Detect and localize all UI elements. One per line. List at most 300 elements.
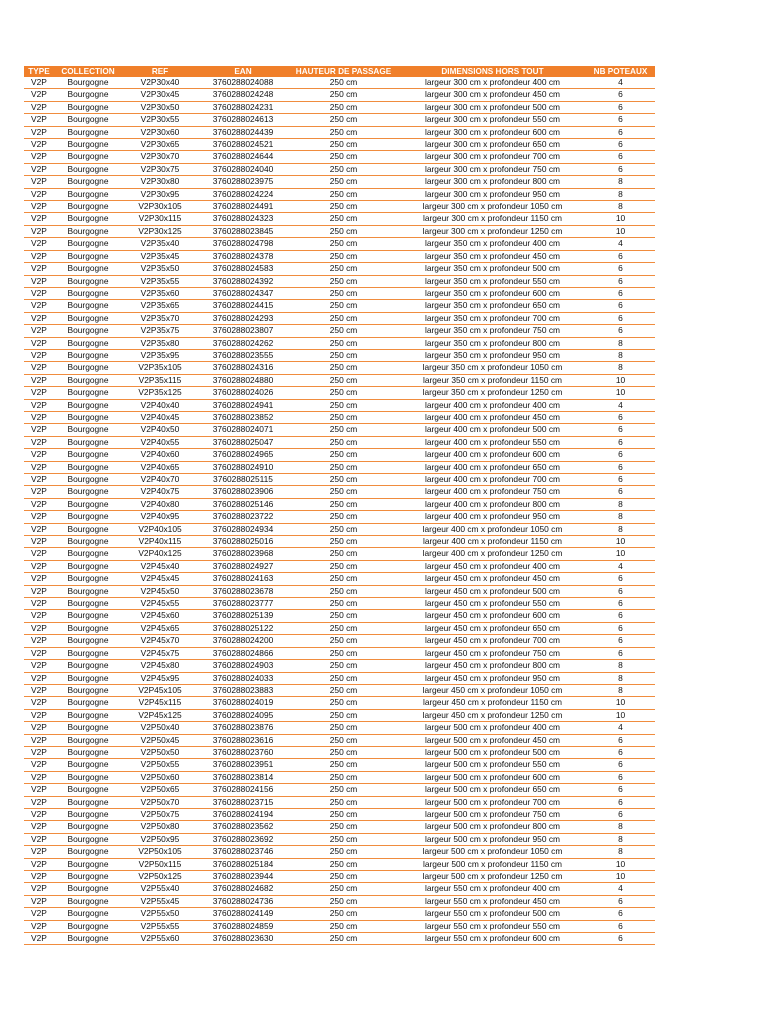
cell-nb-poteaux: 10 xyxy=(586,697,655,709)
cell-collection: Bourgogne xyxy=(54,250,122,262)
table-row xyxy=(24,225,655,237)
cell-ref: V2P40x60 xyxy=(122,449,198,461)
cell-hauteur: 250 cm xyxy=(288,858,399,870)
cell-ref: V2P30x55 xyxy=(122,114,198,126)
cell-ref: V2P45x105 xyxy=(122,684,198,696)
cell-dimensions: largeur 450 cm x profondeur 400 cm xyxy=(399,560,586,572)
column-header-collection: COLLECTION xyxy=(54,66,122,77)
cell-ref: V2P40x55 xyxy=(122,436,198,448)
cell-type: V2P xyxy=(24,871,54,883)
cell-collection: Bourgogne xyxy=(54,523,122,535)
table-row xyxy=(24,771,655,783)
cell-nb-poteaux: 10 xyxy=(586,213,655,225)
cell-dimensions: largeur 400 cm x profondeur 1050 cm xyxy=(399,523,586,535)
cell-ref: V2P35x40 xyxy=(122,238,198,250)
cell-hauteur: 250 cm xyxy=(288,908,399,920)
table-row xyxy=(24,213,655,225)
cell-collection: Bourgogne xyxy=(54,709,122,721)
cell-ref: V2P30x70 xyxy=(122,151,198,163)
cell-ean: 3760288024903 xyxy=(198,660,288,672)
cell-nb-poteaux: 8 xyxy=(586,349,655,361)
cell-nb-poteaux: 6 xyxy=(586,300,655,312)
cell-nb-poteaux: 6 xyxy=(586,114,655,126)
table-row xyxy=(24,238,655,250)
cell-nb-poteaux: 6 xyxy=(586,808,655,820)
cell-dimensions: largeur 550 cm x profondeur 500 cm xyxy=(399,908,586,920)
table-row xyxy=(24,697,655,709)
cell-nb-poteaux: 6 xyxy=(586,746,655,758)
cell-nb-poteaux: 8 xyxy=(586,176,655,188)
cell-ean: 3760288024682 xyxy=(198,883,288,895)
cell-nb-poteaux: 6 xyxy=(586,585,655,597)
cell-type: V2P xyxy=(24,784,54,796)
cell-dimensions: largeur 500 cm x profondeur 1050 cm xyxy=(399,846,586,858)
cell-type: V2P xyxy=(24,163,54,175)
cell-type: V2P xyxy=(24,746,54,758)
cell-type: V2P xyxy=(24,709,54,721)
cell-ean: 3760288023715 xyxy=(198,796,288,808)
cell-hauteur: 250 cm xyxy=(288,176,399,188)
cell-hauteur: 250 cm xyxy=(288,387,399,399)
cell-hauteur: 250 cm xyxy=(288,275,399,287)
cell-nb-poteaux: 4 xyxy=(586,722,655,734)
table-row xyxy=(24,89,655,101)
cell-ref: V2P45x65 xyxy=(122,622,198,634)
cell-dimensions: largeur 350 cm x profondeur 500 cm xyxy=(399,263,586,275)
cell-type: V2P xyxy=(24,622,54,634)
cell-type: V2P xyxy=(24,585,54,597)
cell-ref: V2P40x105 xyxy=(122,523,198,535)
table-row xyxy=(24,126,655,138)
cell-nb-poteaux: 8 xyxy=(586,188,655,200)
cell-ref: V2P50x115 xyxy=(122,858,198,870)
cell-dimensions: largeur 300 cm x profondeur 450 cm xyxy=(399,89,586,101)
cell-dimensions: largeur 300 cm x profondeur 950 cm xyxy=(399,188,586,200)
cell-ean: 3760288023678 xyxy=(198,585,288,597)
cell-collection: Bourgogne xyxy=(54,684,122,696)
cell-ref: V2P30x125 xyxy=(122,225,198,237)
cell-ean: 3760288024613 xyxy=(198,114,288,126)
cell-type: V2P xyxy=(24,684,54,696)
cell-ean: 3760288023746 xyxy=(198,846,288,858)
cell-dimensions: largeur 300 cm x profondeur 400 cm xyxy=(399,77,586,89)
cell-collection: Bourgogne xyxy=(54,821,122,833)
cell-collection: Bourgogne xyxy=(54,176,122,188)
cell-ean: 3760288023968 xyxy=(198,548,288,560)
cell-type: V2P xyxy=(24,598,54,610)
cell-collection: Bourgogne xyxy=(54,759,122,771)
table-body xyxy=(24,77,655,945)
cell-nb-poteaux: 6 xyxy=(586,734,655,746)
cell-ean: 3760288025115 xyxy=(198,474,288,486)
cell-ref: V2P35x70 xyxy=(122,312,198,324)
cell-hauteur: 250 cm xyxy=(288,672,399,684)
cell-ean: 3760288024033 xyxy=(198,672,288,684)
table-row xyxy=(24,188,655,200)
cell-dimensions: largeur 550 cm x profondeur 600 cm xyxy=(399,933,586,945)
table-row xyxy=(24,498,655,510)
table-row xyxy=(24,474,655,486)
cell-ean: 3760288024941 xyxy=(198,399,288,411)
cell-ref: V2P50x60 xyxy=(122,771,198,783)
cell-collection: Bourgogne xyxy=(54,449,122,461)
cell-ean: 3760288024200 xyxy=(198,635,288,647)
cell-collection: Bourgogne xyxy=(54,312,122,324)
cell-nb-poteaux: 6 xyxy=(586,598,655,610)
cell-ean: 3760288025047 xyxy=(198,436,288,448)
cell-dimensions: largeur 500 cm x profondeur 500 cm xyxy=(399,746,586,758)
cell-type: V2P xyxy=(24,722,54,734)
cell-ean: 3760288024378 xyxy=(198,250,288,262)
cell-ean: 3760288023944 xyxy=(198,871,288,883)
cell-ref: V2P30x60 xyxy=(122,126,198,138)
cell-type: V2P xyxy=(24,188,54,200)
cell-type: V2P xyxy=(24,139,54,151)
cell-type: V2P xyxy=(24,374,54,386)
table-row xyxy=(24,548,655,560)
cell-type: V2P xyxy=(24,821,54,833)
cell-type: V2P xyxy=(24,920,54,932)
cell-hauteur: 250 cm xyxy=(288,424,399,436)
cell-nb-poteaux: 8 xyxy=(586,846,655,858)
cell-ref: V2P35x80 xyxy=(122,337,198,349)
cell-dimensions: largeur 350 cm x profondeur 450 cm xyxy=(399,250,586,262)
cell-ean: 3760288024149 xyxy=(198,908,288,920)
cell-hauteur: 250 cm xyxy=(288,77,399,89)
cell-nb-poteaux: 4 xyxy=(586,77,655,89)
cell-hauteur: 250 cm xyxy=(288,201,399,213)
cell-hauteur: 250 cm xyxy=(288,796,399,808)
column-header-dimensions: DIMENSIONS HORS TOUT xyxy=(399,66,586,77)
cell-collection: Bourgogne xyxy=(54,337,122,349)
cell-dimensions: largeur 500 cm x profondeur 650 cm xyxy=(399,784,586,796)
cell-collection: Bourgogne xyxy=(54,188,122,200)
cell-dimensions: largeur 350 cm x profondeur 650 cm xyxy=(399,300,586,312)
cell-nb-poteaux: 6 xyxy=(586,101,655,113)
table-row xyxy=(24,411,655,423)
cell-hauteur: 250 cm xyxy=(288,511,399,523)
cell-ean: 3760288024392 xyxy=(198,275,288,287)
cell-ref: V2P50x55 xyxy=(122,759,198,771)
cell-nb-poteaux: 6 xyxy=(586,163,655,175)
cell-ref: V2P35x50 xyxy=(122,263,198,275)
cell-dimensions: largeur 500 cm x profondeur 400 cm xyxy=(399,722,586,734)
cell-hauteur: 250 cm xyxy=(288,808,399,820)
cell-hauteur: 250 cm xyxy=(288,548,399,560)
cell-ref: V2P45x75 xyxy=(122,647,198,659)
cell-ref: V2P40x45 xyxy=(122,411,198,423)
cell-dimensions: largeur 400 cm x profondeur 400 cm xyxy=(399,399,586,411)
cell-type: V2P xyxy=(24,411,54,423)
table-row xyxy=(24,598,655,610)
cell-hauteur: 250 cm xyxy=(288,89,399,101)
cell-type: V2P xyxy=(24,796,54,808)
cell-nb-poteaux: 6 xyxy=(586,622,655,634)
cell-ean: 3760288023883 xyxy=(198,684,288,696)
cell-type: V2P xyxy=(24,77,54,89)
cell-collection: Bourgogne xyxy=(54,114,122,126)
cell-ref: V2P50x95 xyxy=(122,833,198,845)
cell-nb-poteaux: 8 xyxy=(586,201,655,213)
cell-type: V2P xyxy=(24,697,54,709)
cell-type: V2P xyxy=(24,114,54,126)
cell-ref: V2P45x115 xyxy=(122,697,198,709)
cell-type: V2P xyxy=(24,201,54,213)
cell-dimensions: largeur 500 cm x profondeur 750 cm xyxy=(399,808,586,820)
cell-collection: Bourgogne xyxy=(54,536,122,548)
table-row xyxy=(24,821,655,833)
cell-type: V2P xyxy=(24,610,54,622)
cell-nb-poteaux: 6 xyxy=(586,771,655,783)
cell-dimensions: largeur 350 cm x profondeur 550 cm xyxy=(399,275,586,287)
header-row xyxy=(24,66,655,77)
cell-hauteur: 250 cm xyxy=(288,560,399,572)
cell-type: V2P xyxy=(24,523,54,535)
cell-hauteur: 250 cm xyxy=(288,523,399,535)
cell-collection: Bourgogne xyxy=(54,287,122,299)
cell-nb-poteaux: 8 xyxy=(586,362,655,374)
cell-ref: V2P30x115 xyxy=(122,213,198,225)
cell-ean: 3760288024798 xyxy=(198,238,288,250)
cell-dimensions: largeur 500 cm x profondeur 600 cm xyxy=(399,771,586,783)
cell-ref: V2P35x125 xyxy=(122,387,198,399)
cell-dimensions: largeur 400 cm x profondeur 600 cm xyxy=(399,449,586,461)
cell-ref: V2P30x65 xyxy=(122,139,198,151)
cell-nb-poteaux: 6 xyxy=(586,250,655,262)
cell-ean: 3760288023845 xyxy=(198,225,288,237)
cell-ean: 3760288024644 xyxy=(198,151,288,163)
table-row xyxy=(24,871,655,883)
cell-ref: V2P30x75 xyxy=(122,163,198,175)
table-row xyxy=(24,387,655,399)
cell-nb-poteaux: 10 xyxy=(586,387,655,399)
cell-nb-poteaux: 8 xyxy=(586,672,655,684)
cell-collection: Bourgogne xyxy=(54,660,122,672)
cell-ref: V2P40x75 xyxy=(122,486,198,498)
table-row xyxy=(24,287,655,299)
cell-hauteur: 250 cm xyxy=(288,585,399,597)
cell-hauteur: 250 cm xyxy=(288,709,399,721)
cell-dimensions: largeur 450 cm x profondeur 1250 cm xyxy=(399,709,586,721)
table-row xyxy=(24,672,655,684)
cell-type: V2P xyxy=(24,474,54,486)
cell-ean: 3760288024293 xyxy=(198,312,288,324)
cell-nb-poteaux: 6 xyxy=(586,573,655,585)
cell-hauteur: 250 cm xyxy=(288,746,399,758)
cell-hauteur: 250 cm xyxy=(288,362,399,374)
cell-nb-poteaux: 10 xyxy=(586,536,655,548)
cell-ean: 3760288023562 xyxy=(198,821,288,833)
cell-nb-poteaux: 6 xyxy=(586,411,655,423)
cell-ean: 3760288023852 xyxy=(198,411,288,423)
cell-dimensions: largeur 450 cm x profondeur 500 cm xyxy=(399,585,586,597)
cell-type: V2P xyxy=(24,771,54,783)
cell-collection: Bourgogne xyxy=(54,411,122,423)
cell-ean: 3760288023975 xyxy=(198,176,288,188)
cell-ref: V2P45x60 xyxy=(122,610,198,622)
cell-nb-poteaux: 8 xyxy=(586,498,655,510)
cell-hauteur: 250 cm xyxy=(288,126,399,138)
cell-type: V2P xyxy=(24,287,54,299)
cell-nb-poteaux: 10 xyxy=(586,858,655,870)
cell-ean: 3760288024880 xyxy=(198,374,288,386)
cell-type: V2P xyxy=(24,263,54,275)
cell-dimensions: largeur 300 cm x profondeur 500 cm xyxy=(399,101,586,113)
cell-collection: Bourgogne xyxy=(54,808,122,820)
cell-hauteur: 250 cm xyxy=(288,238,399,250)
cell-ean: 3760288024583 xyxy=(198,263,288,275)
cell-ean: 3760288023814 xyxy=(198,771,288,783)
cell-hauteur: 250 cm xyxy=(288,449,399,461)
cell-type: V2P xyxy=(24,101,54,113)
cell-hauteur: 250 cm xyxy=(288,734,399,746)
cell-hauteur: 250 cm xyxy=(288,536,399,548)
cell-ean: 3760288024866 xyxy=(198,647,288,659)
cell-collection: Bourgogne xyxy=(54,697,122,709)
table-row xyxy=(24,908,655,920)
cell-ean: 3760288024415 xyxy=(198,300,288,312)
cell-collection: Bourgogne xyxy=(54,362,122,374)
cell-ref: V2P30x105 xyxy=(122,201,198,213)
table-header xyxy=(24,66,655,77)
cell-collection: Bourgogne xyxy=(54,846,122,858)
cell-dimensions: largeur 500 cm x profondeur 1150 cm xyxy=(399,858,586,870)
cell-collection: Bourgogne xyxy=(54,920,122,932)
table-row xyxy=(24,796,655,808)
cell-collection: Bourgogne xyxy=(54,647,122,659)
cell-ref: V2P35x65 xyxy=(122,300,198,312)
cell-dimensions: largeur 350 cm x profondeur 950 cm xyxy=(399,349,586,361)
column-header-ean: EAN xyxy=(198,66,288,77)
table-row xyxy=(24,201,655,213)
cell-dimensions: largeur 350 cm x profondeur 600 cm xyxy=(399,287,586,299)
cell-nb-poteaux: 8 xyxy=(586,523,655,535)
cell-ean: 3760288024910 xyxy=(198,461,288,473)
cell-type: V2P xyxy=(24,387,54,399)
cell-dimensions: largeur 400 cm x profondeur 750 cm xyxy=(399,486,586,498)
table-row xyxy=(24,833,655,845)
cell-dimensions: largeur 400 cm x profondeur 550 cm xyxy=(399,436,586,448)
cell-ref: V2P50x40 xyxy=(122,722,198,734)
cell-hauteur: 250 cm xyxy=(288,635,399,647)
cell-dimensions: largeur 550 cm x profondeur 400 cm xyxy=(399,883,586,895)
cell-type: V2P xyxy=(24,349,54,361)
table-row xyxy=(24,263,655,275)
cell-ean: 3760288024927 xyxy=(198,560,288,572)
cell-hauteur: 250 cm xyxy=(288,287,399,299)
cell-type: V2P xyxy=(24,225,54,237)
cell-ref: V2P35x45 xyxy=(122,250,198,262)
cell-collection: Bourgogne xyxy=(54,163,122,175)
table-row xyxy=(24,349,655,361)
table-row xyxy=(24,77,655,89)
cell-collection: Bourgogne xyxy=(54,201,122,213)
cell-collection: Bourgogne xyxy=(54,672,122,684)
cell-collection: Bourgogne xyxy=(54,300,122,312)
cell-ean: 3760288025139 xyxy=(198,610,288,622)
cell-type: V2P xyxy=(24,250,54,262)
cell-nb-poteaux: 6 xyxy=(586,486,655,498)
cell-ean: 3760288023951 xyxy=(198,759,288,771)
cell-ean: 3760288023807 xyxy=(198,325,288,337)
cell-ean: 3760288024071 xyxy=(198,424,288,436)
cell-ean: 3760288023630 xyxy=(198,933,288,945)
cell-type: V2P xyxy=(24,213,54,225)
cell-hauteur: 250 cm xyxy=(288,151,399,163)
cell-hauteur: 250 cm xyxy=(288,188,399,200)
cell-nb-poteaux: 6 xyxy=(586,647,655,659)
cell-ean: 3760288024194 xyxy=(198,808,288,820)
cell-collection: Bourgogne xyxy=(54,101,122,113)
cell-dimensions: largeur 400 cm x profondeur 450 cm xyxy=(399,411,586,423)
cell-collection: Bourgogne xyxy=(54,151,122,163)
cell-collection: Bourgogne xyxy=(54,771,122,783)
cell-ean: 3760288024088 xyxy=(198,77,288,89)
cell-dimensions: largeur 500 cm x profondeur 550 cm xyxy=(399,759,586,771)
cell-ref: V2P45x40 xyxy=(122,560,198,572)
cell-nb-poteaux: 10 xyxy=(586,871,655,883)
table-row xyxy=(24,734,655,746)
table-row xyxy=(24,151,655,163)
table-row xyxy=(24,312,655,324)
cell-collection: Bourgogne xyxy=(54,734,122,746)
cell-dimensions: largeur 400 cm x profondeur 650 cm xyxy=(399,461,586,473)
cell-nb-poteaux: 6 xyxy=(586,610,655,622)
cell-type: V2P xyxy=(24,883,54,895)
cell-dimensions: largeur 450 cm x profondeur 950 cm xyxy=(399,672,586,684)
cell-dimensions: largeur 300 cm x profondeur 750 cm xyxy=(399,163,586,175)
cell-type: V2P xyxy=(24,424,54,436)
cell-dimensions: largeur 350 cm x profondeur 700 cm xyxy=(399,312,586,324)
cell-hauteur: 250 cm xyxy=(288,101,399,113)
cell-hauteur: 250 cm xyxy=(288,784,399,796)
cell-type: V2P xyxy=(24,176,54,188)
cell-type: V2P xyxy=(24,660,54,672)
cell-collection: Bourgogne xyxy=(54,722,122,734)
cell-nb-poteaux: 8 xyxy=(586,511,655,523)
table-row xyxy=(24,250,655,262)
cell-dimensions: largeur 500 cm x profondeur 1250 cm xyxy=(399,871,586,883)
cell-ref: V2P40x115 xyxy=(122,536,198,548)
cell-hauteur: 250 cm xyxy=(288,895,399,907)
cell-dimensions: largeur 300 cm x profondeur 550 cm xyxy=(399,114,586,126)
table-row xyxy=(24,585,655,597)
cell-ref: V2P40x40 xyxy=(122,399,198,411)
cell-dimensions: largeur 400 cm x profondeur 700 cm xyxy=(399,474,586,486)
cell-collection: Bourgogne xyxy=(54,263,122,275)
cell-hauteur: 250 cm xyxy=(288,411,399,423)
cell-dimensions: largeur 300 cm x profondeur 700 cm xyxy=(399,151,586,163)
cell-dimensions: largeur 500 cm x profondeur 450 cm xyxy=(399,734,586,746)
cell-hauteur: 250 cm xyxy=(288,759,399,771)
cell-collection: Bourgogne xyxy=(54,598,122,610)
cell-dimensions: largeur 350 cm x profondeur 750 cm xyxy=(399,325,586,337)
cell-dimensions: largeur 450 cm x profondeur 550 cm xyxy=(399,598,586,610)
cell-nb-poteaux: 6 xyxy=(586,139,655,151)
table-row xyxy=(24,746,655,758)
cell-dimensions: largeur 300 cm x profondeur 1150 cm xyxy=(399,213,586,225)
cell-hauteur: 250 cm xyxy=(288,163,399,175)
cell-collection: Bourgogne xyxy=(54,275,122,287)
table-row xyxy=(24,573,655,585)
table-row xyxy=(24,337,655,349)
cell-nb-poteaux: 8 xyxy=(586,660,655,672)
cell-collection: Bourgogne xyxy=(54,573,122,585)
cell-ref: V2P35x115 xyxy=(122,374,198,386)
cell-collection: Bourgogne xyxy=(54,883,122,895)
cell-collection: Bourgogne xyxy=(54,238,122,250)
cell-collection: Bourgogne xyxy=(54,796,122,808)
